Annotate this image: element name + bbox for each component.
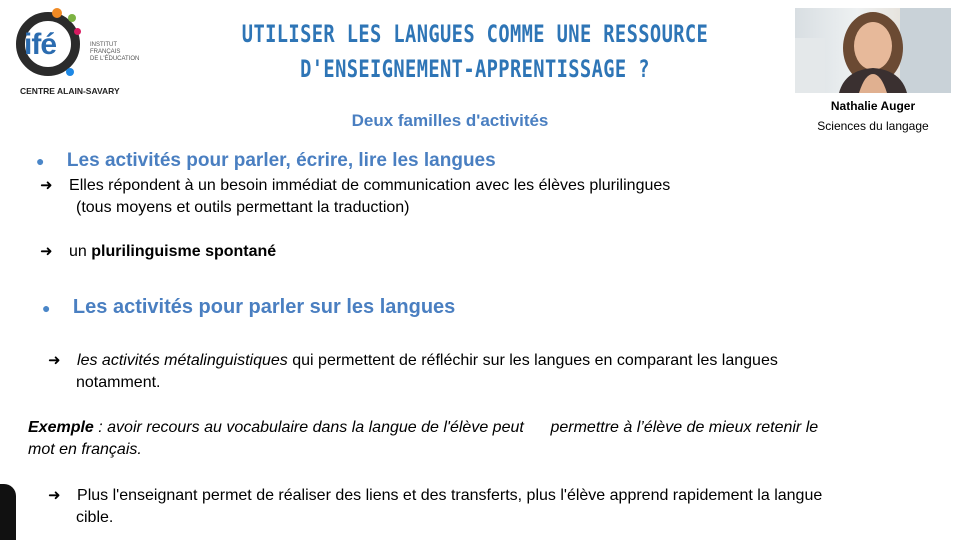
speaker-field: Sciences du langage (817, 119, 929, 133)
section2-line2: notamment. (76, 374, 161, 391)
section2-meta-italic: les activités métalinguistiques (77, 352, 288, 369)
example-line2: mot en français. (28, 441, 142, 458)
example-label: Exemple (28, 419, 94, 436)
speaker-name: Nathalie Auger (830, 99, 916, 113)
slide-title (237, 17, 713, 87)
logo-dot-pink (74, 28, 81, 35)
logo-word: ifé (24, 28, 57, 61)
conclusion-line2: cible. (76, 509, 114, 526)
logo-line: DE L'ÉDUCATION (90, 56, 140, 62)
arrow-icon: ➜ (40, 177, 53, 194)
section1-line3 (40, 241, 276, 263)
slide-subtitle: Deux familles d'activités (351, 111, 549, 130)
section1-heading-row (36, 150, 496, 173)
example-line1 (28, 417, 818, 439)
section1-text3-prefix: un (69, 243, 92, 260)
bullet-icon: ● (36, 153, 45, 169)
logo-centre-name: CENTRE ALAIN-SAVARY (20, 86, 120, 96)
speaker-portrait-icon (795, 8, 951, 93)
logo-dot-orange (52, 8, 62, 18)
edge-decoration (0, 484, 16, 540)
section2-heading-row (42, 296, 455, 320)
section2-meta-rest: qui permettent de réfléchir sur les langues en comparant les langues (287, 352, 778, 369)
section1-line2: (tous moyens et outils permettant la traduction) (76, 199, 410, 216)
title-line-2: D'ENSEIGNEMENT-APPRENTISSAGE ? (300, 55, 650, 83)
arrow-icon: ➜ (48, 352, 61, 369)
logo-dot-green (68, 14, 76, 22)
bullet-icon: ● (42, 300, 51, 316)
section1-line1 (40, 175, 670, 197)
title-line-1: UTILISER LES LANGUES COMME UNE RESSOURCE (241, 20, 709, 48)
arrow-icon: ➜ (40, 243, 53, 260)
conclusion-text1: Plus l'enseignant permet de réaliser des liens et des transferts, plus l'élève apprend rapidement la langue (77, 487, 823, 504)
ife-logo (14, 8, 144, 100)
section2-heading: Les activités pour parler sur les langues (72, 296, 456, 318)
section1-text3-bold: plurilinguisme spontané (91, 243, 277, 260)
example-text1: : avoir recours au vocabulaire dans la langue de l'élève peut permettre à l’élève de mieux retenir le (93, 419, 819, 436)
logo-line: INSTITUT (90, 42, 117, 48)
section2-line1 (48, 350, 778, 372)
logo-dot-blue (66, 68, 74, 76)
section1-heading: Les activités pour parler, écrire, lire les langues (66, 150, 496, 171)
section1-text1: Elles répondent à un besoin immédiat de communication avec les élèves plurilingues (69, 177, 671, 194)
conclusion-line1 (48, 485, 822, 507)
logo-institute (90, 42, 150, 63)
logo-line: FRANÇAIS (90, 49, 121, 55)
speaker-photo (795, 8, 951, 93)
arrow-icon: ➜ (48, 487, 61, 504)
